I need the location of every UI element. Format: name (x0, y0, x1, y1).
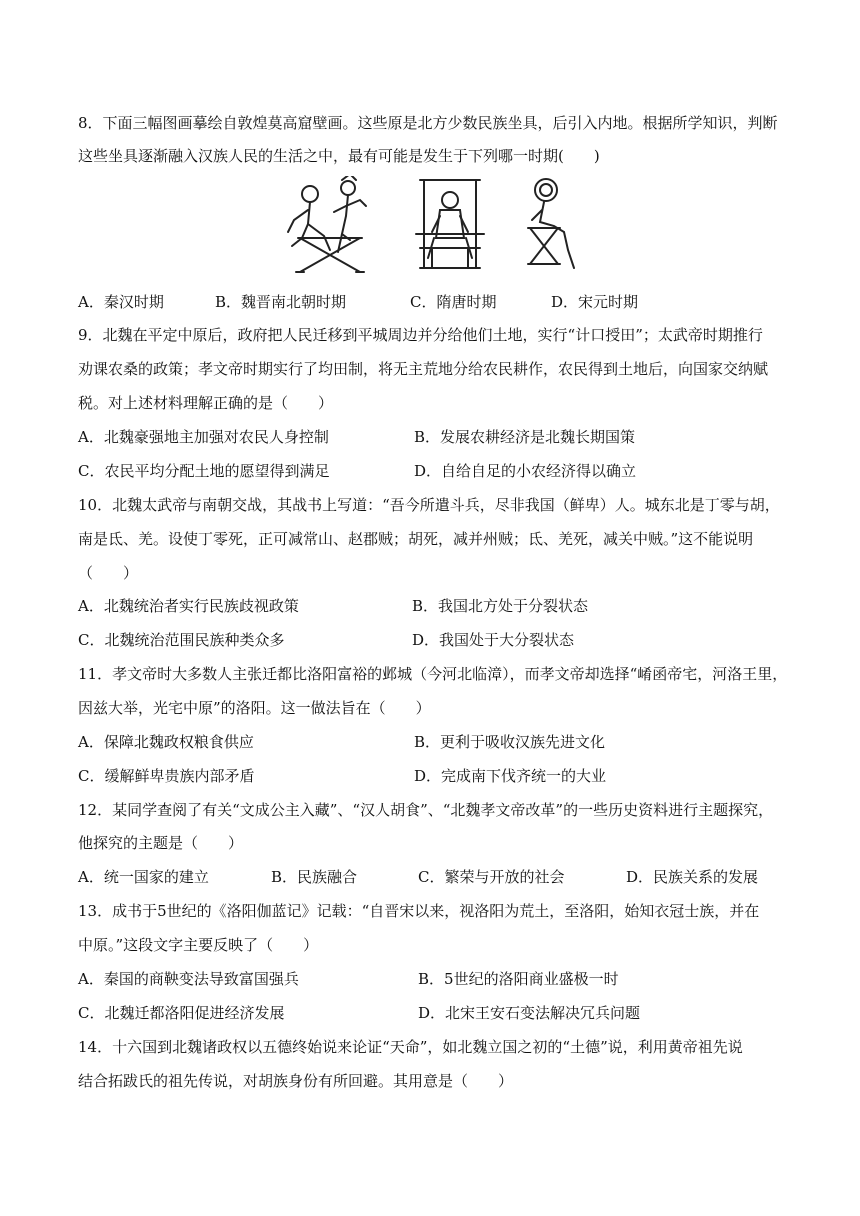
q13-option-a[interactable]: A．秦国的商鞅变法导致富国强兵 (78, 970, 299, 988)
q12-option-c[interactable]: C．繁荣与开放的社会 (418, 868, 565, 886)
q12-stem-line-1: 12．某同学查阅了有关“文成公主入藏”、“汉人胡食”、“北魏孝文帝改革”的一些历史资料进行主题探究， (78, 801, 774, 819)
q11-option-c[interactable]: C．缓解鲜卑贵族内部矛盾 (78, 767, 255, 785)
q9-option-c[interactable]: C．农民平均分配土地的愿望得到满足 (78, 462, 330, 480)
q8-stem-line-1: 8．下面三幅图画摹绘自敦煌莫高窟壁画。这些原是北方少数民族坐具，后引入内地。根据所学知识，判断 (78, 114, 778, 132)
q8-stem-line-2: 这些坐具逐渐融入汉族人民的生活之中，最有可能是发生于下列哪一时期( ) (78, 147, 600, 165)
q9-option-b[interactable]: B．发展农耕经济是北魏长期国策 (414, 428, 636, 446)
q11-stem-line-2: 因兹大举，光宅中原”的洛阳。这一做法旨在（ ） (78, 699, 431, 717)
q13-option-d[interactable]: D．北宋王安石变法解决冗兵问题 (418, 1004, 641, 1022)
q12-option-b[interactable]: B．民族融合 (271, 868, 358, 886)
q10-option-c[interactable]: C．北魏统治范围民族种类众多 (78, 631, 285, 649)
q8-option-d[interactable]: D．宋元时期 (551, 293, 639, 311)
q8-option-c[interactable]: C．隋唐时期 (410, 293, 497, 311)
q11-option-d[interactable]: D．完成南下伐齐统一的大业 (414, 767, 607, 785)
q9-stem-line-3: 税。对上述材料理解正确的是（ ） (78, 394, 334, 412)
q14-stem-line-1: 14．十六国到北魏诸政权以五德终始说来论证“天命”，如北魏立国之初的“土德”说，利用黄帝祖先说 (78, 1038, 743, 1056)
q11-stem-line-1: 11．孝文帝时大多数人主张迁都比洛阳富裕的邺城（今河北临漳），而孝文帝却选择“崤函帝宅，河洛王里， (78, 665, 788, 683)
q10-option-a[interactable]: A．北魏统治者实行民族歧视政策 (78, 597, 299, 615)
armchair-figure (410, 176, 490, 276)
q13-stem-line-2: 中原。”这段文字主要反映了（ ） (78, 936, 319, 954)
q10-stem-line-2: 南是氐、羌。设使丁零死，正可减常山、赵郡贼；胡死，减并州贼；氐、羌死，减关中贼。”这不能说明 (78, 530, 754, 548)
hourglass-stool-figure (520, 176, 580, 276)
q12-stem-line-2: 他探究的主题是（ ） (78, 834, 244, 852)
q10-stem-line-3: （ ） (78, 564, 139, 582)
q13-option-b[interactable]: B．5世纪的洛阳商业盛极一时 (418, 970, 619, 988)
mural-seating-figures (280, 176, 580, 276)
q12-option-d[interactable]: D．民族关系的发展 (626, 868, 759, 886)
q9-stem-line-2: 劝课农桑的政策；孝文帝时期实行了均田制，将无主荒地分给农民耕作，农民得到土地后，向国家交纳赋 (78, 360, 769, 378)
q9-option-d[interactable]: D．自给自足的小农经济得以确立 (414, 462, 637, 480)
q8-option-b[interactable]: B．魏晋南北朝时期 (215, 293, 347, 311)
q14-stem-line-2: 结合拓跋氏的祖先传说，对胡族身份有所回避。其用意是（ ） (78, 1072, 514, 1090)
q9-option-a[interactable]: A．北魏豪强地主加强对农民人身控制 (78, 428, 329, 446)
q11-option-a[interactable]: A．保障北魏政权粮食供应 (78, 733, 254, 751)
q10-option-d[interactable]: D．我国处于大分裂状态 (412, 631, 575, 649)
folding-stool-figure (280, 176, 375, 276)
q10-stem-line-1: 10．北魏太武帝与南朝交战，其战书上写道：“吾今所遣斗兵，尽非我国（鲜卑）人。城东北是丁零与胡， (78, 496, 780, 514)
q11-option-b[interactable]: B．更利于吸收汉族先进文化 (414, 733, 606, 751)
q13-stem-line-1: 13．成书于5世纪的《洛阳伽蓝记》记载：“自晋宋以来，视洛阳为荒土，至洛阳，始知衣冠士族，并在 (78, 902, 760, 920)
q10-option-b[interactable]: B．我国北方处于分裂状态 (412, 597, 589, 615)
q9-stem-line-1: 9．北魏在平定中原后，政府把人民迁移到平城周边并分给他们土地，实行“计口授田”；太武帝时期推行 (78, 326, 763, 344)
q8-option-a[interactable]: A．秦汉时期 (78, 293, 164, 311)
q13-option-c[interactable]: C．北魏迁都洛阳促进经济发展 (78, 1004, 285, 1022)
q12-option-a[interactable]: A．统一国家的建立 (78, 868, 209, 886)
